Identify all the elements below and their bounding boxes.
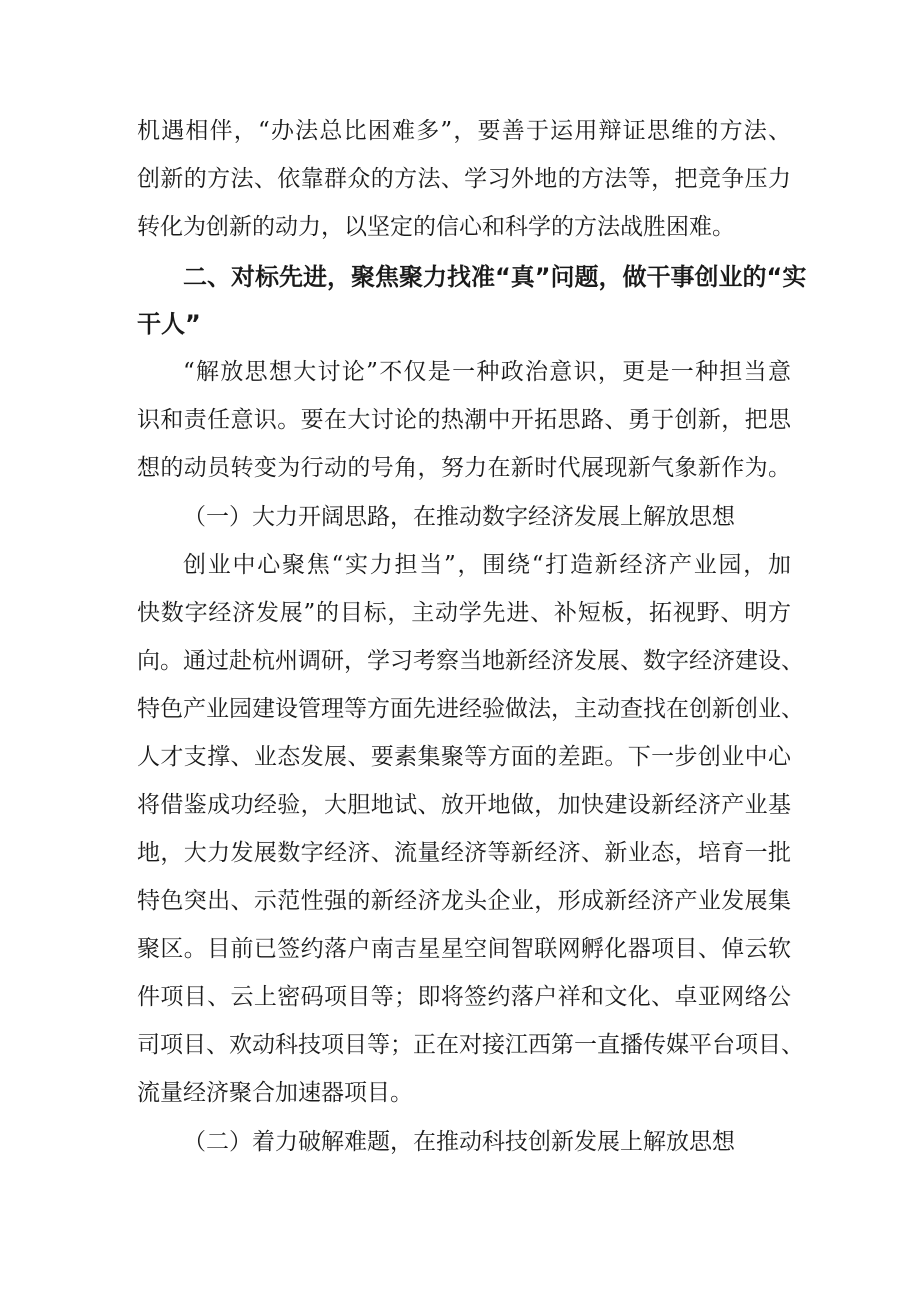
subheading-1: （一）大力开阔思路，在推动数字经济发展上解放思想 — [183, 504, 735, 530]
body-text-line: 机遇相伴，“办法总比困难多”，要善于运用辩证思维的方法、 — [137, 118, 791, 144]
subheading-2: （二）着力破解难题，在推动科技创新发展上解放思想 — [183, 1129, 735, 1155]
body-text-line: 识和责任意识。要在大讨论的热潮中开拓思路、勇于创新，把思 — [137, 407, 791, 433]
body-text-line: 特色突出、示范性强的新经济龙头企业，形成新经济产业发展集 — [137, 888, 791, 914]
body-text-line: 特色产业园建设管理等方面先进经验做法，主动查找在创新创业、 — [137, 696, 804, 722]
body-text-line: 流量经济聚合加速器项目。 — [137, 1080, 413, 1106]
section-heading-continued: 干人” — [137, 310, 201, 338]
paragraph-first-line: 创业中心聚焦“实力担当”，围绕“打造新经济产业园，加 — [183, 552, 791, 578]
body-text-line: 想的动员转变为行动的号角，努力在新时代展现新气象新作为。 — [137, 455, 791, 481]
body-text-line: 聚区。目前已签约落户南吉星星空间智联网孵化器项目、倬云软 — [137, 936, 791, 962]
body-text-line: 快数字经济发展”的目标，主动学先进、补短板，拓视野、明方 — [137, 600, 791, 626]
body-text-line: 转化为创新的动力，以坚定的信心和科学的方法战胜困难。 — [137, 214, 735, 240]
body-text-line: 地，大力发展数字经济、流量经济等新经济、新业态，培育一批 — [137, 840, 791, 866]
paragraph-first-line: “解放思想大讨论”不仅是一种政治意识，更是一种担当意 — [183, 359, 791, 385]
body-text-line: 向。通过赴杭州调研，学习考察当地新经济发展、数字经济建设、 — [137, 648, 804, 674]
body-text-line: 将借鉴成功经验，大胆地试、放开地做，加快建设新经济产业基 — [137, 792, 791, 818]
body-text-line: 创新的方法、依靠群众的方法、学习外地的方法等，把竞争压力 — [137, 166, 791, 192]
body-text-line: 司项目、欢动科技项目等；正在对接江西第一直播传媒平台项目、 — [137, 1032, 804, 1058]
body-text-line: 人才支撑、业态发展、要素集聚等方面的差距。下一步创业中心 — [137, 744, 791, 770]
section-heading: 二、对标先进，聚焦聚力找准“真”问题，做干事创业的“实 — [183, 263, 807, 291]
body-text-line: 件项目、云上密码项目等；即将签约落户祥和文化、卓亚网络公 — [137, 984, 791, 1010]
